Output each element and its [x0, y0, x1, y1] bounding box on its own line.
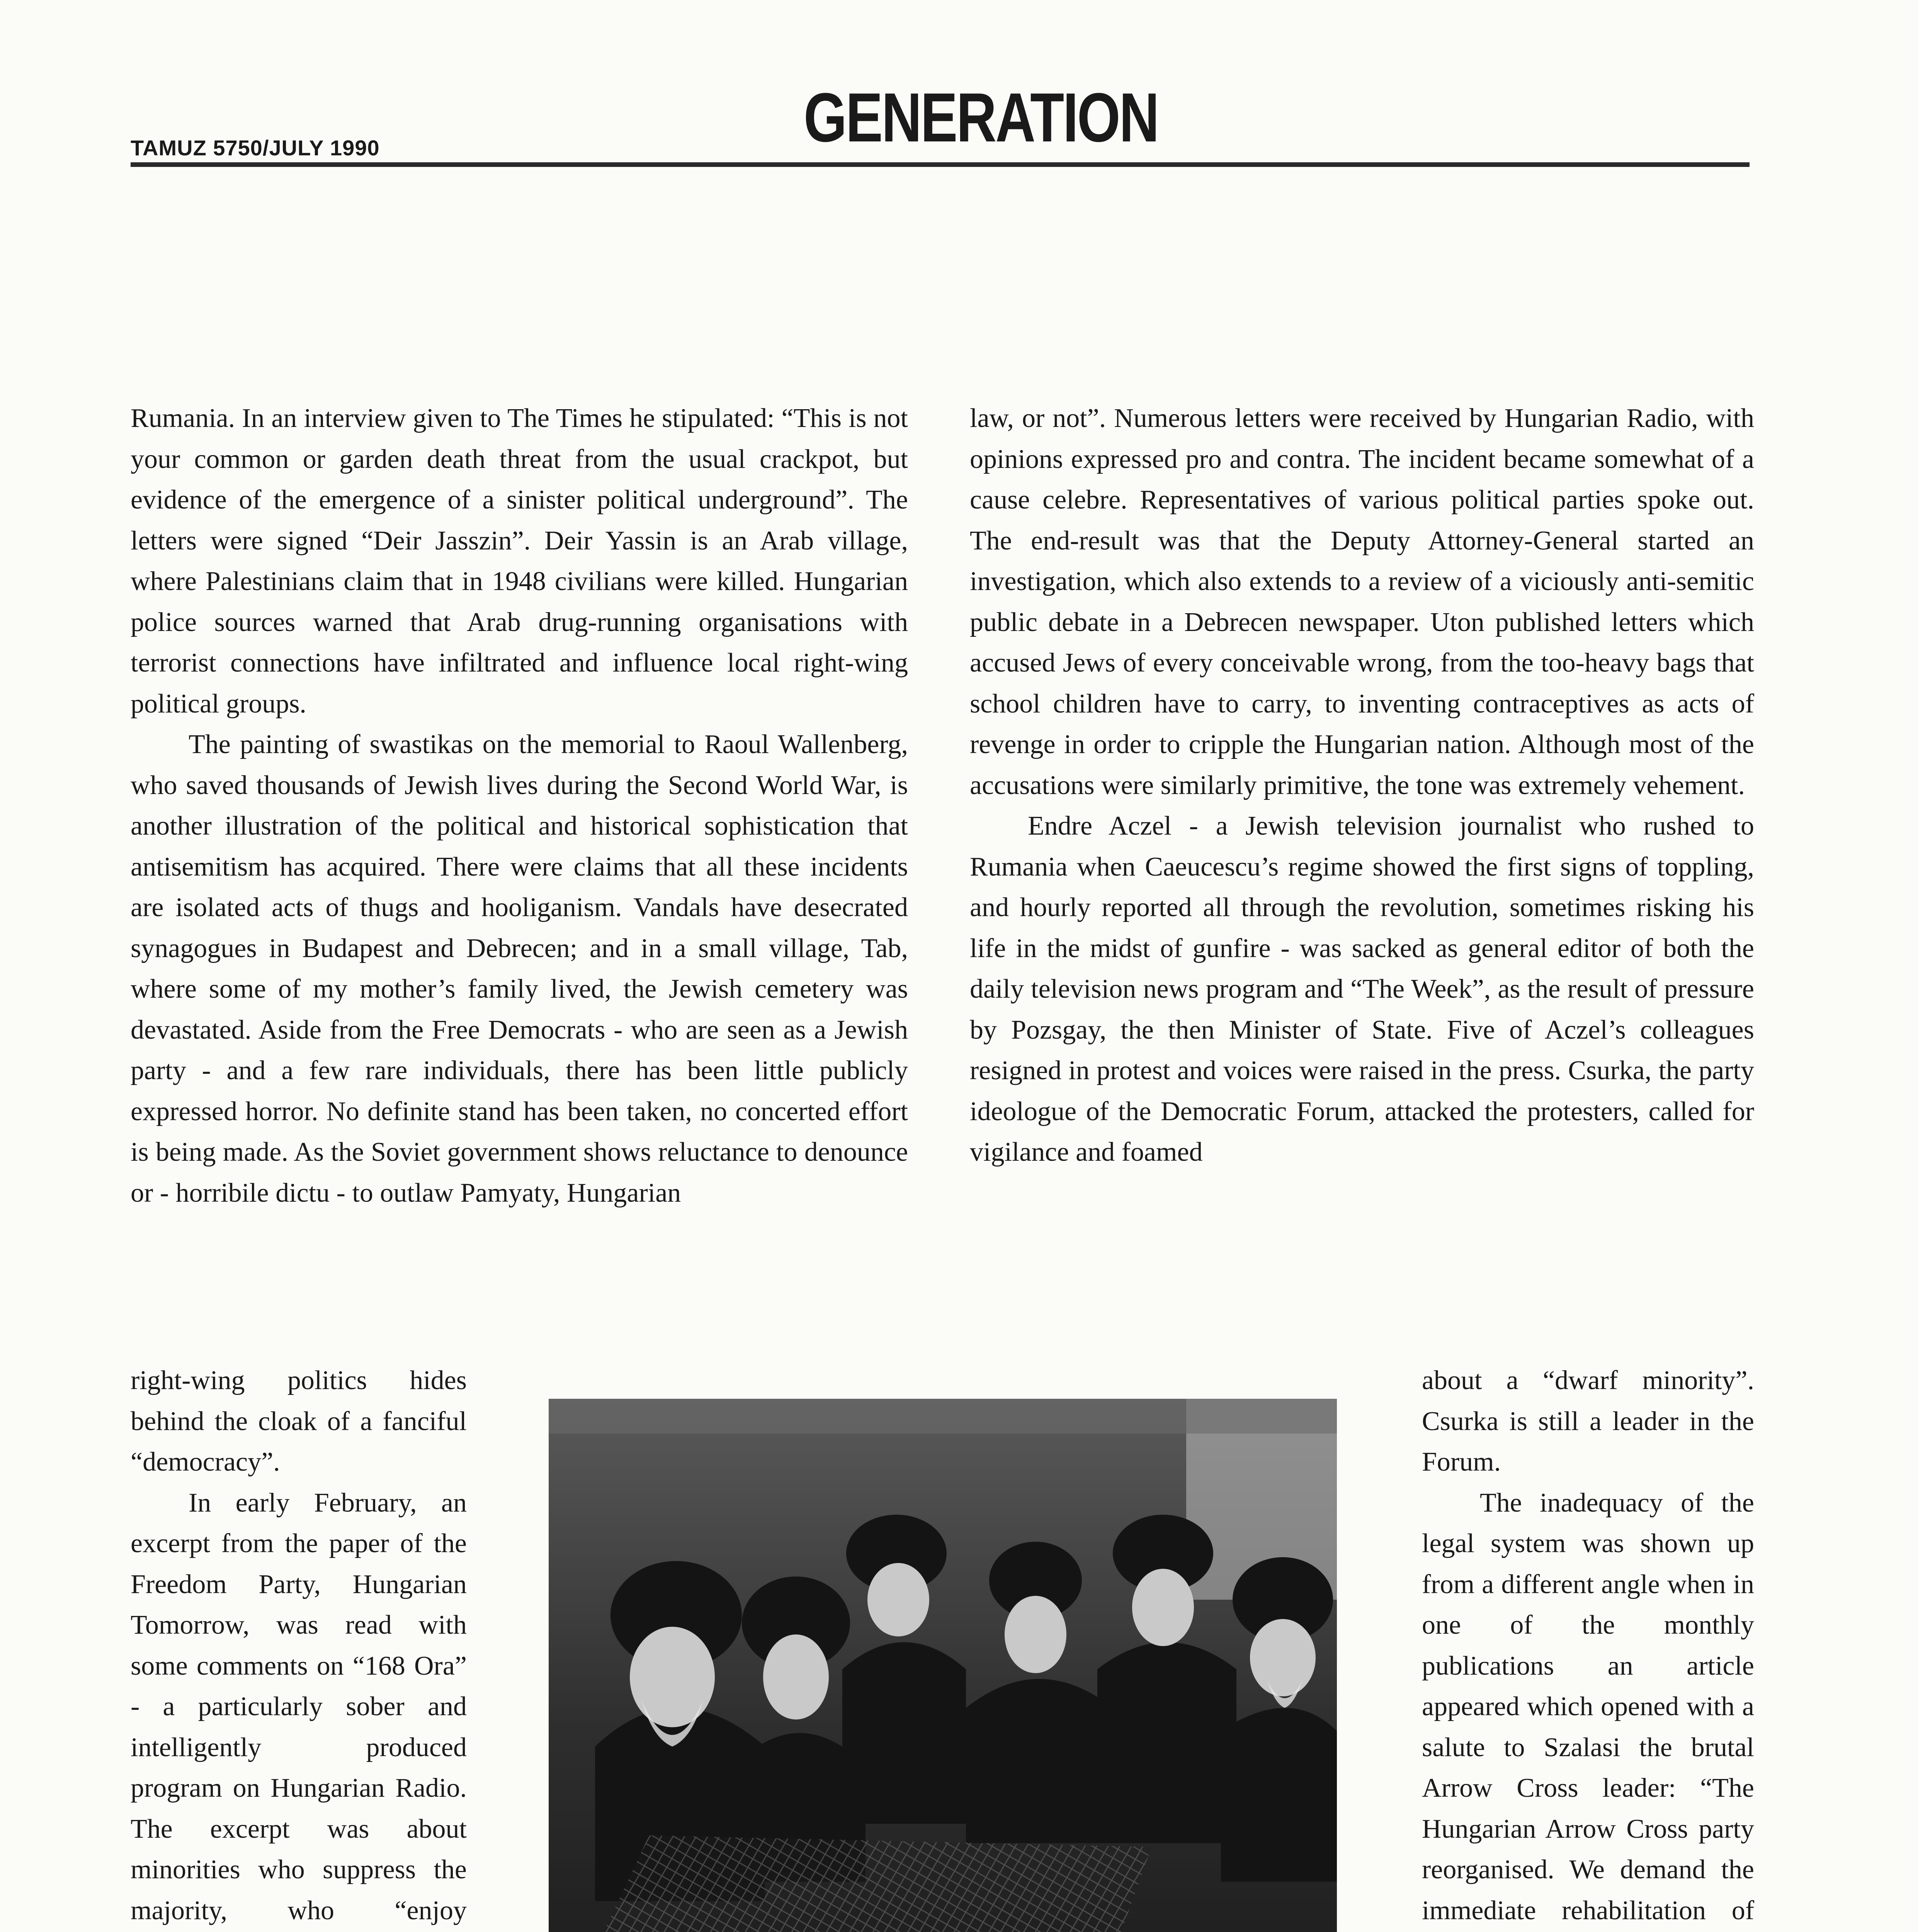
paragraph: In early February, an excerpt from the paper of the Freedom Party, Hungarian Tomorrow, was read with some comments on “168 Ora” - a particularly sober and intelligently produced program on Hungarian Radio. The excerpt was about minorities who suppress the majority, who “enjoy [131, 1488, 467, 1925]
right-column-narrow [1422, 1360, 1754, 1932]
paragraph: right-wing politics hides behind the cloak of a fanciful “democracy”. [131, 1366, 467, 1477]
paragraph: about a “dwarf minority”. Csurka is still a leader in the Forum. [1422, 1366, 1754, 1477]
paragraph: The painting of swastikas on the memorial to Raoul Wallenberg, who saved thousands of Jewish lives during the Second World War, is another illustration of the political and historical sophistication that antisemitism has acquired. There were claims that all these incidents are isolated acts of thugs and hooliganism. Vandals have desecrated synagogues in Budapest and Debrecen; and in a small village, Tab, where some of my mother’s family lived, the Jewish cemetery was devastated. Aside from the Free Democrats - who are seen as a Jewish party - and a few rare individuals, there has been little publicly expressed horror. No definite stand has been taken, no concerted effort is being made. As the Soviet government shows reluctance to denounce or - horribile dictu - to outlaw Pamyaty, Hungarian [131, 730, 908, 1208]
left-column-narrow [131, 1360, 467, 1932]
header-rule [131, 162, 1750, 167]
issue-date: TAMUZ 5750/JULY 1990 [131, 136, 380, 160]
paragraph: Endre Aczel - a Jewish television journalist who rushed to Rumania when Caeucescu’s regime showed the first signs of toppling, and hourly reported all through the revolution, sometimes risking his life in the midst of gunfire - was sacked as general editor of both the daily television news program and “The Week”, as the result of pressure by Pozsgay, the then Minister of State. Five of Aczel’s colleagues resigned in protest and voices were raised in the press. Csurka, the party ideologue of the Democratic Forum, attacked the protesters, called for vigilance and foamed [970, 811, 1754, 1167]
right-column-top [970, 398, 1754, 1173]
photograph [549, 1399, 1337, 1932]
paragraph: The inadequacy of the legal system was shown up from a different angle when in one of the monthly publications an article appeared which opened with a salute to Szalasi the brutal Arrow Cross leader: “The Hungarian Arrow Cross party reorganised. We demand the immediate rehabilitation of [1422, 1488, 1754, 1925]
paragraph: law, or not”. Numerous letters were received by Hungarian Radio, with opinions expressed pro and contra. The incident became somewhat of a cause celebre. Representatives of various political parties spoke out. The end-result was that the Deputy Attorney-General started an investigation, which also extends to a review of a viciously anti-semitic public debate in a Debrecen newspaper. Uton published letters which accused Jews of every conceivable wrong, from the too-heavy bags that school children have to carry, to inventing contraceptives as acts of revenge in order to cripple the Hungarian nation. Although most of the accusations were similarly primitive, the tone was extremely vehement. [970, 403, 1754, 800]
paragraph: Rumania. In an interview given to The Times he stipulated: “This is not your common or garden death threat from the usual crackpot, but evidence of the emergence of a sinister political underground”. The letters were signed “Deir Jasszin”. Deir Yassin is an Arab village, where Palestinians claim that in 1948 civilians were killed. Hungarian police sources warned that Arab drug-running organisations with terrorist connections have infiltrated and influence local right-wing political groups. [131, 403, 908, 719]
masthead-title: GENERATION [804, 79, 1158, 156]
left-column-top [131, 398, 908, 1213]
